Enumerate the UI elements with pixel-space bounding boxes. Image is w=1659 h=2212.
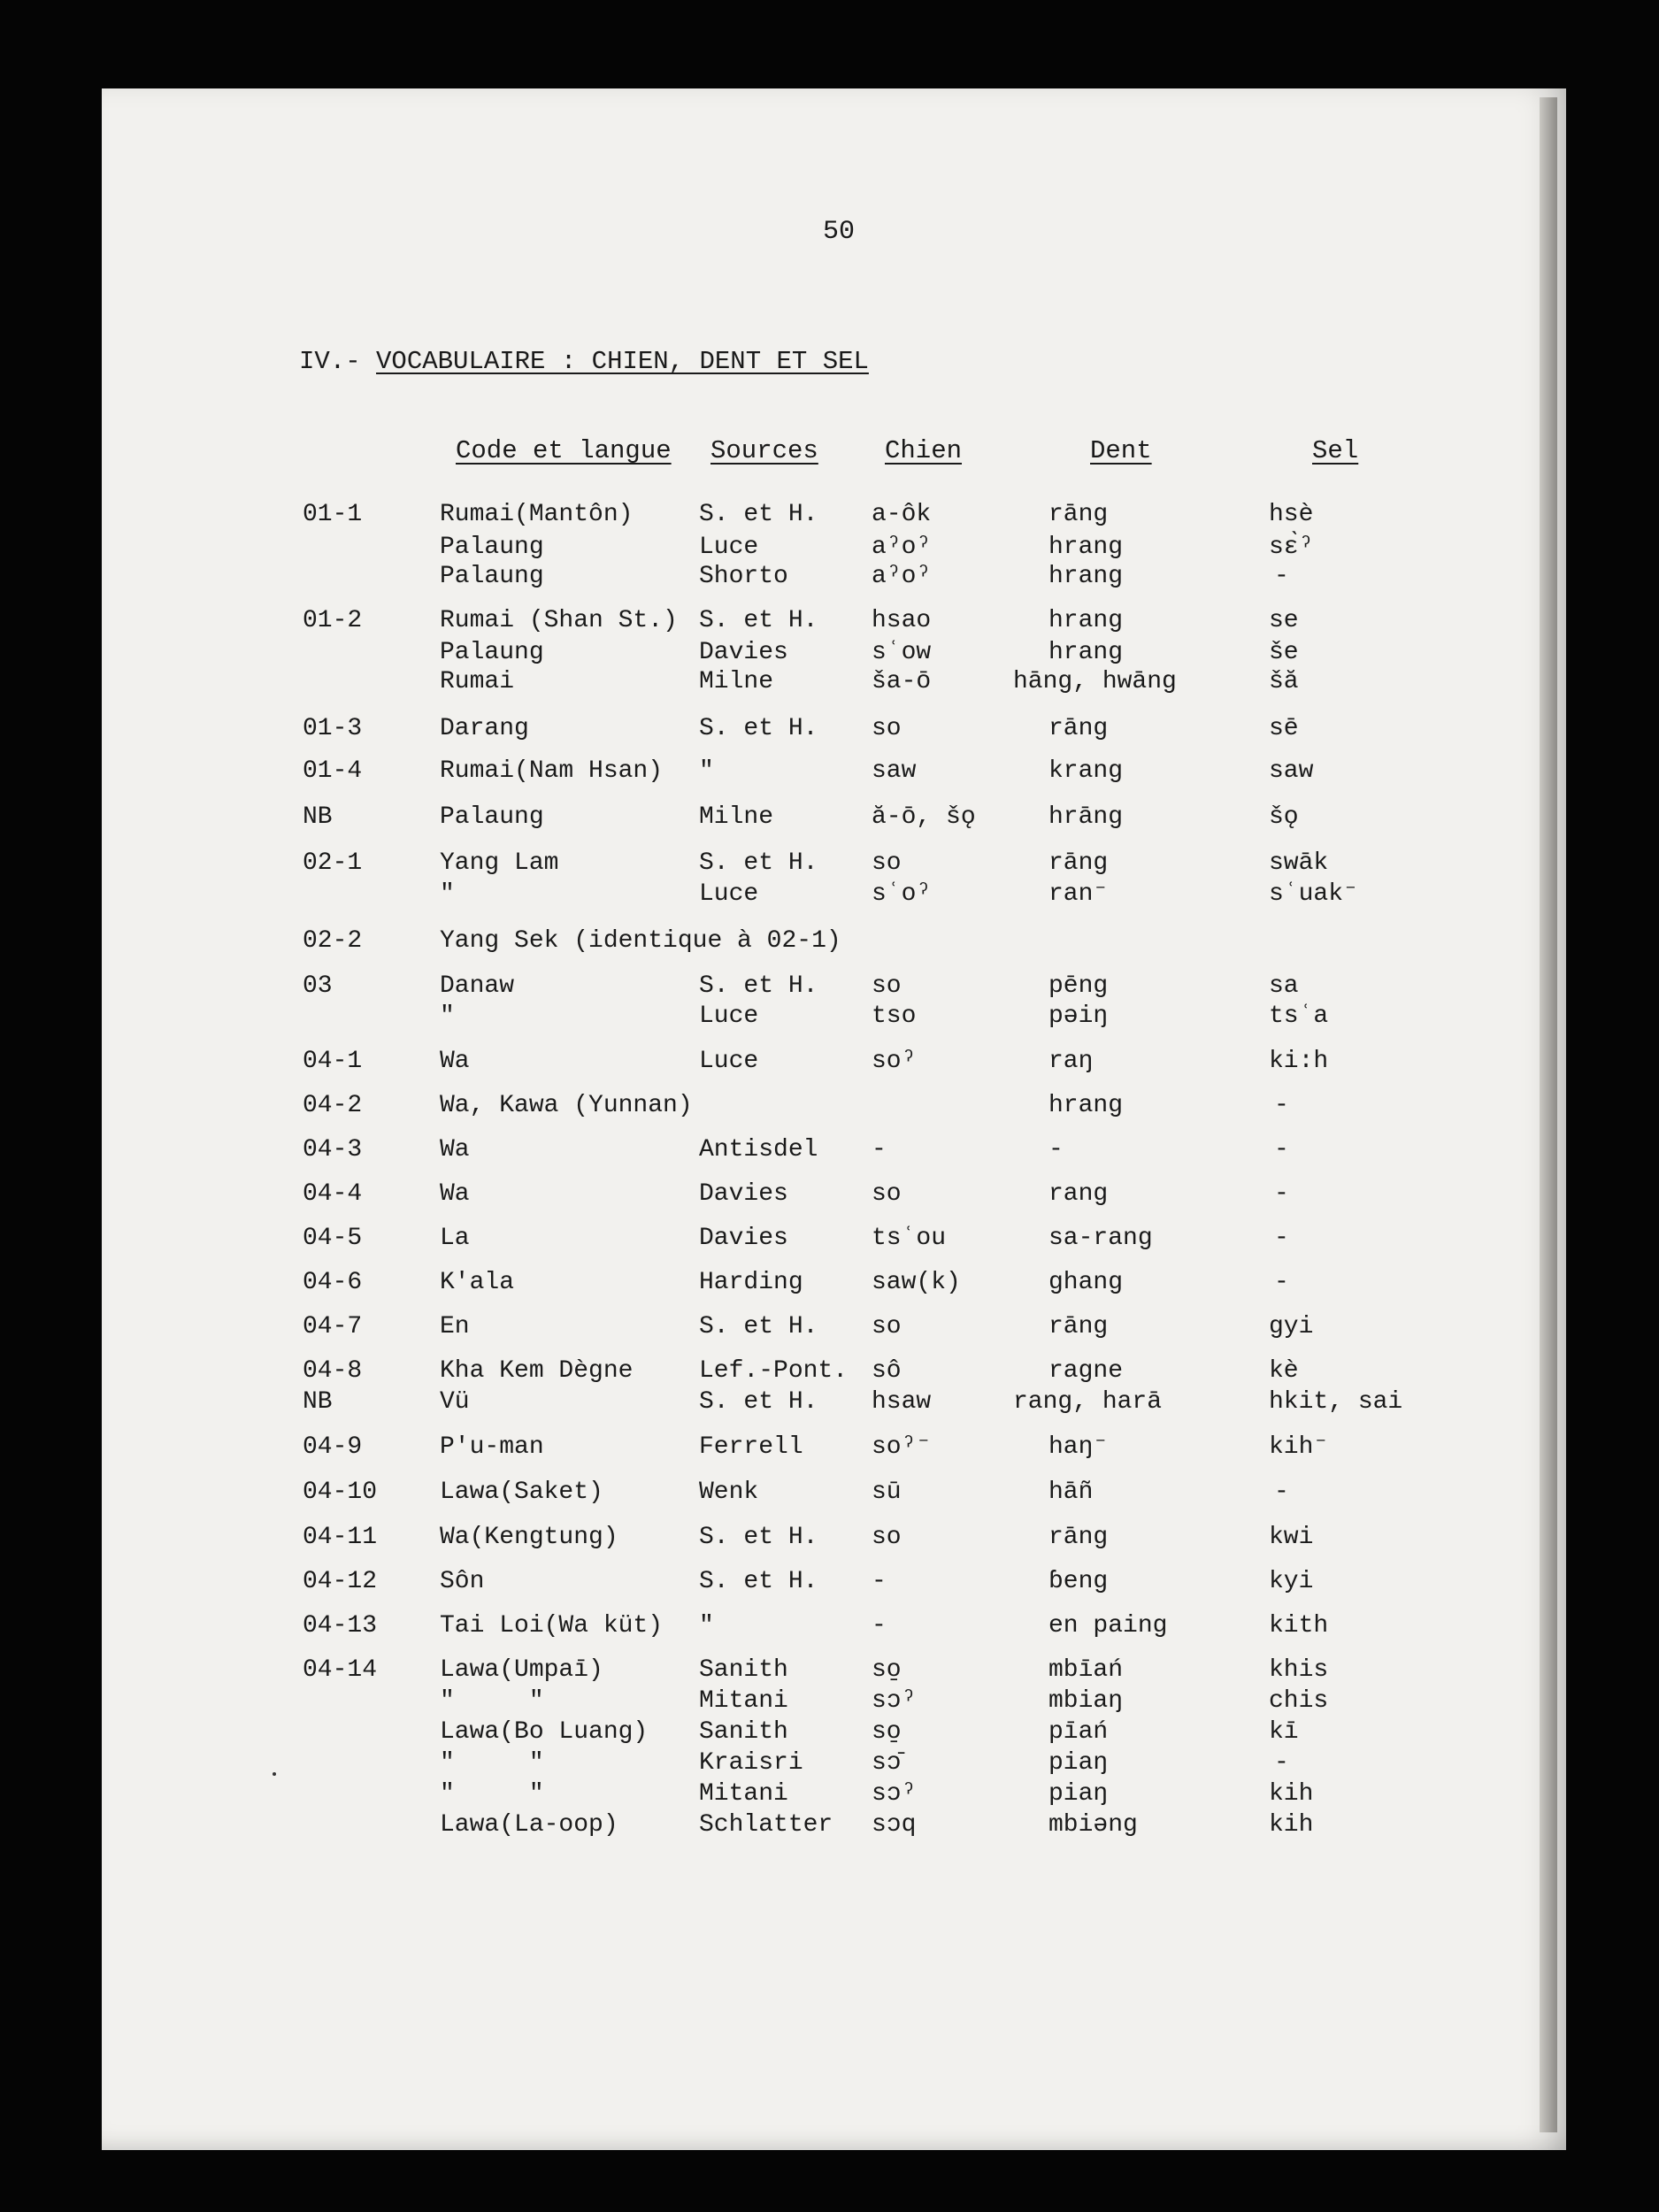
row-dent: hrang (1048, 607, 1124, 634)
row-source: " (699, 1612, 714, 1640)
row-code: 04-1 (303, 1048, 363, 1075)
section-title: VOCABULAIRE : CHIEN, DENT ET SEL (376, 347, 869, 376)
row-sel: - (1274, 1180, 1289, 1208)
row-dent: haŋ⁻ (1048, 1433, 1109, 1461)
row-chien: - (872, 1136, 887, 1164)
row-sel: - (1274, 1092, 1289, 1119)
row-dent: hāñ (1048, 1479, 1094, 1506)
row-sel: - (1274, 1479, 1289, 1506)
column-header-code: Code et langue (456, 436, 672, 465)
row-chien: saw (872, 757, 917, 785)
row-code: NB (303, 803, 333, 831)
row-language: " " (440, 1780, 544, 1808)
row-chien: tsʿou (872, 1225, 947, 1252)
stray-mark (273, 1772, 276, 1776)
row-chien: - (872, 1612, 887, 1640)
row-sel: chis (1269, 1687, 1329, 1715)
row-language: Lawa(Saket) (440, 1479, 603, 1506)
row-code: 04-14 (303, 1656, 378, 1684)
row-source: Luce (699, 534, 759, 561)
row-code: 04-11 (303, 1524, 378, 1551)
row-code: 04-12 (303, 1568, 378, 1595)
row-source: S. et H. (699, 972, 818, 1000)
row-source: S. et H. (699, 1568, 818, 1595)
row-code: 03 (303, 972, 333, 1000)
row-code: 02-2 (303, 927, 363, 955)
row-source: Milne (699, 668, 774, 695)
row-language: " " (440, 1687, 544, 1715)
row-source: S. et H. (699, 501, 818, 528)
row-sel: hsè (1269, 501, 1314, 528)
row-dent: piaŋ (1048, 1780, 1109, 1808)
row-language: Tai Loi(Wa küt) (440, 1612, 664, 1640)
row-language: Wa, Kawa (Yunnan) (440, 1092, 693, 1119)
row-language: P'u-man (440, 1433, 544, 1461)
row-sel: hkit, sai (1269, 1388, 1403, 1416)
section-number: IV.- (299, 347, 361, 376)
row-chien: sū (872, 1479, 902, 1506)
row-sel: kī (1269, 1718, 1299, 1746)
row-language: Lawa(La-oop) (440, 1811, 618, 1839)
row-source: Davies (699, 1225, 788, 1252)
row-chien: sʿoˀ (872, 880, 932, 908)
row-chien: soˀ (872, 1048, 917, 1075)
row-sel: gyi (1269, 1313, 1314, 1340)
row-chien: so (872, 715, 902, 742)
row-chien: so̱ (872, 1656, 902, 1684)
row-language: Rumai(Mantôn) (440, 501, 634, 528)
row-chien: soˀ⁻ (872, 1433, 932, 1461)
row-source: Wenk (699, 1479, 759, 1506)
row-chien: so (872, 972, 902, 1000)
row-dent: rang, harā (1013, 1388, 1163, 1416)
column-header-dent: Dent (1090, 436, 1152, 465)
row-dent: mbiəng (1048, 1811, 1138, 1839)
row-source: Luce (699, 1048, 759, 1075)
row-sel: še (1269, 639, 1299, 666)
row-source: S. et H. (699, 1524, 818, 1551)
row-language: Sôn (440, 1568, 485, 1595)
row-sel: kith (1269, 1612, 1329, 1640)
row-language: Palaung (440, 563, 544, 590)
row-sel: - (1274, 563, 1289, 590)
row-code: 02-1 (303, 849, 363, 877)
row-chien: so (872, 849, 902, 877)
page-number: 50 (823, 217, 856, 247)
row-dent: ghang (1048, 1269, 1124, 1296)
row-code: 01-3 (303, 715, 363, 742)
row-chien: a-ôk (872, 501, 932, 528)
row-chien: sɔq (872, 1811, 917, 1839)
row-language: En (440, 1313, 470, 1340)
row-language: Lawa(Bo Luang) (440, 1718, 649, 1746)
row-sel: kyi (1269, 1568, 1314, 1595)
column-header-sel: Sel (1312, 436, 1359, 465)
row-language: Yang Lam (440, 849, 559, 877)
row-language: Palaung (440, 534, 544, 561)
row-dent: hrang (1048, 534, 1124, 561)
row-chien: sɔˀ (872, 1687, 917, 1715)
row-sel: šǫ (1269, 803, 1299, 831)
row-dent: hrang (1048, 1092, 1124, 1119)
row-dent: rang (1048, 1180, 1109, 1208)
row-source: S. et H. (699, 1388, 818, 1416)
row-source: Milne (699, 803, 774, 831)
row-source: Ferrell (699, 1433, 803, 1461)
row-language: " (440, 880, 455, 908)
row-dent: raŋ (1048, 1048, 1094, 1075)
row-sel: kih⁻ (1269, 1433, 1329, 1461)
row-source: Davies (699, 639, 788, 666)
row-dent: mbīań (1048, 1656, 1124, 1684)
row-source: S. et H. (699, 1313, 818, 1340)
row-chien: so (872, 1313, 902, 1340)
row-sel: šă (1269, 668, 1299, 695)
row-source: Kraisri (699, 1749, 803, 1777)
row-dent: en paing (1048, 1612, 1168, 1640)
row-language: Wa (440, 1048, 470, 1075)
row-chien: - (872, 1568, 887, 1595)
row-chien: sʿow (872, 639, 932, 666)
column-header-chien: Chien (885, 436, 963, 465)
row-language: Palaung (440, 803, 544, 831)
row-source: Sanith (699, 1718, 788, 1746)
row-chien: saw(k) (872, 1269, 961, 1296)
row-language: La (440, 1225, 470, 1252)
row-language: Rumai (440, 668, 515, 695)
row-dent: piaŋ (1048, 1749, 1109, 1777)
row-source: Davies (699, 1180, 788, 1208)
row-dent: rāng (1048, 849, 1109, 877)
row-dent: hāng, hwāng (1013, 668, 1177, 695)
row-language: Darang (440, 715, 529, 742)
row-dent: pīań (1048, 1718, 1109, 1746)
row-dent: hrang (1048, 639, 1124, 666)
row-source: S. et H. (699, 715, 818, 742)
row-sel: kwi (1269, 1524, 1314, 1551)
row-dent: pēng (1048, 972, 1109, 1000)
row-language: Wa(Kengtung) (440, 1524, 618, 1551)
row-source: S. et H. (699, 607, 818, 634)
row-dent: rāng (1048, 1524, 1109, 1551)
row-dent: pəiŋ (1048, 1002, 1109, 1030)
row-code: 04-5 (303, 1225, 363, 1252)
row-language: Lawa(Umpaī) (440, 1656, 603, 1684)
row-chien: tso (872, 1002, 917, 1030)
row-dent: sa-rang (1048, 1225, 1153, 1252)
row-chien: hsao (872, 607, 932, 634)
row-code: 04-13 (303, 1612, 378, 1640)
row-source: Schlatter (699, 1811, 833, 1839)
row-sel: tsʿa (1269, 1002, 1329, 1030)
row-sel: sɛ̀ˀ (1269, 534, 1314, 561)
row-source: Sanith (699, 1656, 788, 1684)
row-language: " (440, 1002, 455, 1030)
row-sel: sʿuak⁻ (1269, 880, 1358, 908)
row-sel: - (1274, 1269, 1289, 1296)
row-dent: rāng (1048, 715, 1109, 742)
row-chien: aˀoˀ (872, 563, 932, 590)
row-sel: se (1269, 607, 1299, 634)
row-code: 04-10 (303, 1479, 378, 1506)
row-chien: so (872, 1180, 902, 1208)
row-dent: ran⁻ (1048, 880, 1109, 908)
row-chien: so̱ (872, 1718, 902, 1746)
row-language: Kha Kem Dègne (440, 1357, 634, 1385)
row-sel: swāk (1269, 849, 1329, 877)
row-sel: kè (1269, 1357, 1299, 1385)
row-sel: - (1274, 1749, 1289, 1777)
row-sel: khis (1269, 1656, 1329, 1684)
row-chien: ă-ō, šǫ (872, 803, 976, 831)
row-language: Yang Sek (identique à 02-1) (440, 927, 841, 955)
row-source: Antisdel (699, 1136, 818, 1164)
row-source: Mitani (699, 1687, 788, 1715)
row-code: 04-2 (303, 1092, 363, 1119)
document-page (102, 88, 1566, 2150)
row-source: S. et H. (699, 849, 818, 877)
row-language: K'ala (440, 1269, 515, 1296)
row-source: Shorto (699, 563, 788, 590)
row-chien: so (872, 1524, 902, 1551)
row-code: NB (303, 1388, 333, 1416)
row-code: 01-2 (303, 607, 363, 634)
page-edge (1540, 97, 1557, 2132)
row-sel: ki:h (1269, 1048, 1329, 1075)
row-sel: sa (1269, 972, 1299, 1000)
row-code: 04-4 (303, 1180, 363, 1208)
row-sel: sē (1269, 715, 1299, 742)
column-header-sources: Sources (710, 436, 818, 465)
row-source: Mitani (699, 1780, 788, 1808)
row-language: Rumai (Shan St.) (440, 607, 678, 634)
row-language: Danaw (440, 972, 515, 1000)
row-sel: - (1274, 1225, 1289, 1252)
row-dent: rāng (1048, 1313, 1109, 1340)
row-dent: ragne (1048, 1357, 1124, 1385)
row-chien: ša-ō (872, 668, 932, 695)
row-language: Wa (440, 1180, 470, 1208)
row-dent: mbiaŋ (1048, 1687, 1124, 1715)
row-source: Luce (699, 1002, 759, 1030)
row-chien: sɔ̄ (872, 1749, 902, 1777)
row-dent: rāng (1048, 501, 1109, 528)
row-code: 01-1 (303, 501, 363, 528)
row-code: 01-4 (303, 757, 363, 785)
row-dent: hrang (1048, 563, 1124, 590)
row-dent: krang (1048, 757, 1124, 785)
row-source: Harding (699, 1269, 803, 1296)
row-language: " " (440, 1749, 544, 1777)
row-sel: - (1274, 1136, 1289, 1164)
row-chien: hsaw (872, 1388, 932, 1416)
row-sel: saw (1269, 757, 1314, 785)
row-language: Vü (440, 1388, 470, 1416)
row-language: Palaung (440, 639, 544, 666)
row-source: Lef.-Pont. (699, 1357, 849, 1385)
section-heading (299, 347, 869, 376)
row-sel: kih (1269, 1780, 1314, 1808)
row-chien: aˀoˀ (872, 534, 932, 561)
row-source: " (699, 757, 714, 785)
row-code: 04-8 (303, 1357, 363, 1385)
row-chien: sɔˀ (872, 1780, 917, 1808)
row-code: 04-6 (303, 1269, 363, 1296)
row-source: Luce (699, 880, 759, 908)
row-code: 04-7 (303, 1313, 363, 1340)
row-language: Rumai(Nam Hsan) (440, 757, 664, 785)
row-chien: sô (872, 1357, 902, 1385)
row-dent: ɓeng (1048, 1568, 1109, 1595)
row-sel: kih (1269, 1811, 1314, 1839)
row-dent: hrāng (1048, 803, 1124, 831)
row-language: Wa (440, 1136, 470, 1164)
row-code: 04-9 (303, 1433, 363, 1461)
row-code: 04-3 (303, 1136, 363, 1164)
row-dent: - (1048, 1136, 1064, 1164)
